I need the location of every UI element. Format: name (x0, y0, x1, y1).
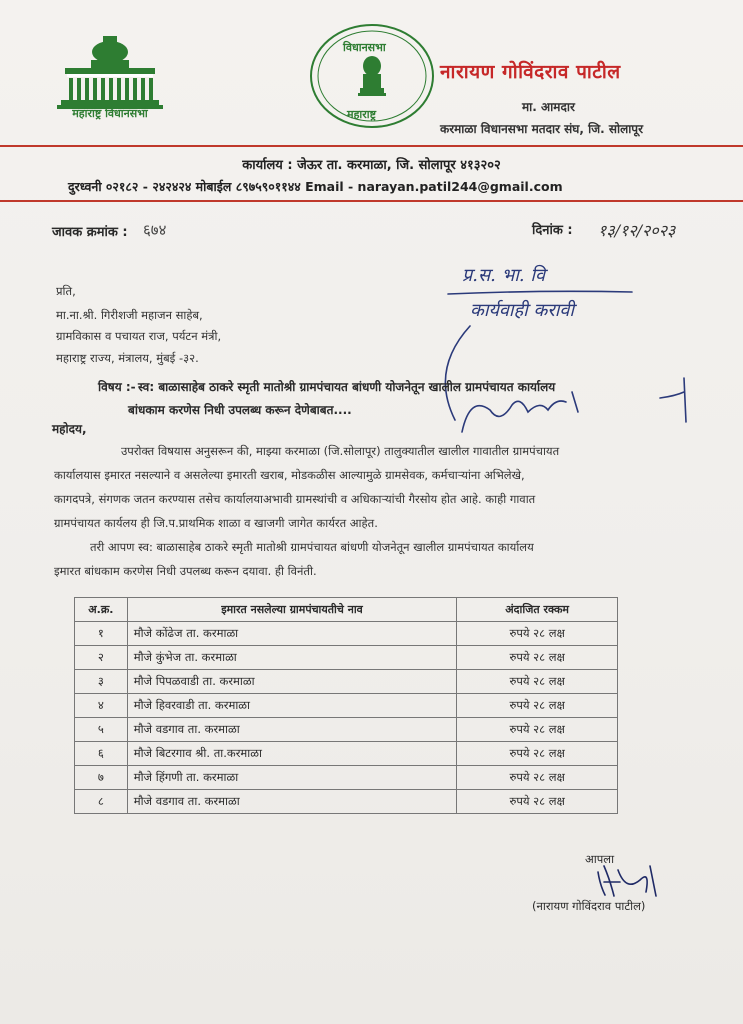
cell-serial: ८ (75, 790, 128, 814)
recipient-address: महाराष्ट्र राज्य, मंत्रालय, मुंबई -३२. (56, 351, 199, 365)
emblem-bottom-text: महाराष्ट्र (347, 108, 377, 121)
cell-amount: रुपये २८ लक्ष (457, 718, 618, 742)
cell-amount: रुपये २८ लक्ष (457, 694, 618, 718)
signature-mark (598, 866, 656, 896)
table-row (75, 694, 618, 718)
cell-village: मौजे वडगाव ता. करमाळा (127, 790, 457, 814)
table-row (75, 766, 618, 790)
cell-amount: रुपये २८ लक्ष (457, 670, 618, 694)
table-row (75, 646, 618, 670)
table-row (75, 790, 618, 814)
office-address: कार्यालय : जेऊर ता. करमाळा, जि. सोलापूर ४१३२०२ (242, 158, 501, 173)
email-address: Email - narayan.patil244@gmail.com (305, 179, 563, 194)
cell-amount: रुपये २८ लक्ष (457, 790, 618, 814)
cell-amount: रुपये २८ लक्ष (457, 646, 618, 670)
date-value: १३/१२/२०२३ (598, 221, 676, 240)
cell-village: मौजे पिपळवाडी ता. करमाळा (127, 670, 457, 694)
cell-serial: ३ (75, 670, 128, 694)
grampanchayat-table (74, 597, 618, 814)
header-divider-bottom (0, 200, 743, 202)
cell-village: मौजे बिटरगाव श्री. ता.करमाळा (127, 742, 457, 766)
subject-label: विषय :- (98, 380, 136, 394)
cell-serial: १ (75, 622, 128, 646)
subject-line2: बांधकाम करणेस निधी उपलब्ध करून देणेबाबत.... (128, 403, 352, 417)
recipient-prefix: प्रति, (56, 284, 76, 298)
table-header-row (75, 598, 618, 622)
header-divider-top (0, 145, 743, 147)
emblem-top-text: विधानसभा (343, 41, 386, 54)
body-paragraph2-line2: इमारत बांधकाम करणेस निधी उपलब्ध करून दयावा. ही विनंती. (54, 564, 317, 578)
mla-name: नारायण गोविंदराव पाटील (440, 61, 621, 83)
cell-serial: ४ (75, 694, 128, 718)
body-paragraph1-line3: कागदपत्रे, संगणक जतन करण्यास तसेच कार्यालयाअभावी ग्रामस्थांची व अधिकाऱ्यांची गैरसोय होत आहे. काही गावात (54, 492, 536, 506)
cell-serial: २ (75, 646, 128, 670)
col-header-amount: अंदाजित रक्कम (457, 598, 618, 622)
body-paragraph1-line1: उपरोक्त विषयास अनुसरून की, माझ्या करमाळा (जि.सोलापूर) तालुक्यातील खालील गावातील ग्रामपंचायत (121, 444, 560, 458)
cell-village: मौजे कुंभेज ता. करमाळा (127, 646, 457, 670)
handwritten-note-line1: प्र.स. भा. वि (462, 265, 546, 286)
recipient-name: मा.ना.श्री. गिरीशजी महाजन साहेब, (56, 308, 203, 322)
closing-word: आपला (585, 852, 615, 866)
outward-number-label: जावक क्रमांक : (52, 225, 128, 240)
cell-serial: ६ (75, 742, 128, 766)
table-row (75, 670, 618, 694)
signer-name: (नारायण गोविंदराव पाटील) (532, 899, 646, 913)
contact-line (68, 178, 563, 195)
table-row (75, 742, 618, 766)
table-row (75, 718, 618, 742)
col-header-name: इमारत नसलेल्या ग्रामपंचायतीचे नाव (127, 598, 457, 622)
cell-village: मौजे वडगाव ता. करमाळा (127, 718, 457, 742)
body-paragraph1-line4: ग्रामपंचायत कार्यलय ही जि.प.प्राथमिक शाळा व खाजगी जागेत कार्यरत आहेत. (54, 516, 378, 530)
body-paragraph2-line1: तरी आपण स्व: बाळासाहेब ठाकरे स्मृती मातोश्री ग्रामपंचायत बांधणी योजनेतून खालील ग्रामपंचायत कार्यालय (90, 540, 534, 554)
body-paragraph1-line2: कार्यालयास इमारत नसल्याने व असलेल्या इमारती खराब, मोडकळीस आल्यामुळे ग्रामसेवक, कर्मचाऱ्यांना अभिलेखे, (54, 468, 525, 482)
subject-line1: स्व: बाळासाहेब ठाकरे स्मृती मातोश्री ग्रामपंचायत बांधणी योजनेतून खालील ग्रामपंचायत कार्यालय (138, 380, 556, 394)
cell-serial: ५ (75, 718, 128, 742)
table-row (75, 622, 618, 646)
outward-number-value: ६७४ (143, 221, 167, 239)
cell-amount: रुपये २८ लक्ष (457, 742, 618, 766)
cell-amount: रुपये २८ लक्ष (457, 766, 618, 790)
date-label: दिनांक : (532, 223, 573, 238)
constituency: करमाळा विधानसभा मतदार संघ, जि. सोलापूर (440, 122, 644, 136)
col-header-serial: अ.क्र. (75, 598, 128, 622)
designation: मा. आमदार (522, 100, 575, 114)
phone-number: दुरध्वनी ०२१८२ - २४२४२४ मोबाईल ८९७५९०११४४ (68, 179, 301, 194)
cell-village: मौजे हिवरवाडी ता. करमाळा (127, 694, 457, 718)
recipient-designation: ग्रामविकास व पचायत राज, पर्यटन मंत्री, (56, 329, 222, 343)
cell-village: मौजे हिंगणी ता. करमाळा (127, 766, 457, 790)
cell-serial: ७ (75, 766, 128, 790)
salutation: महोदय, (52, 422, 87, 436)
logo-caption: महाराष्ट्र विधानसभा (72, 107, 148, 120)
handwritten-note-line2: कार्यवाही करावी (470, 300, 575, 321)
cell-village: मौजे कोंढेज ता. करमाळा (127, 622, 457, 646)
cell-amount: रुपये २८ लक्ष (457, 622, 618, 646)
